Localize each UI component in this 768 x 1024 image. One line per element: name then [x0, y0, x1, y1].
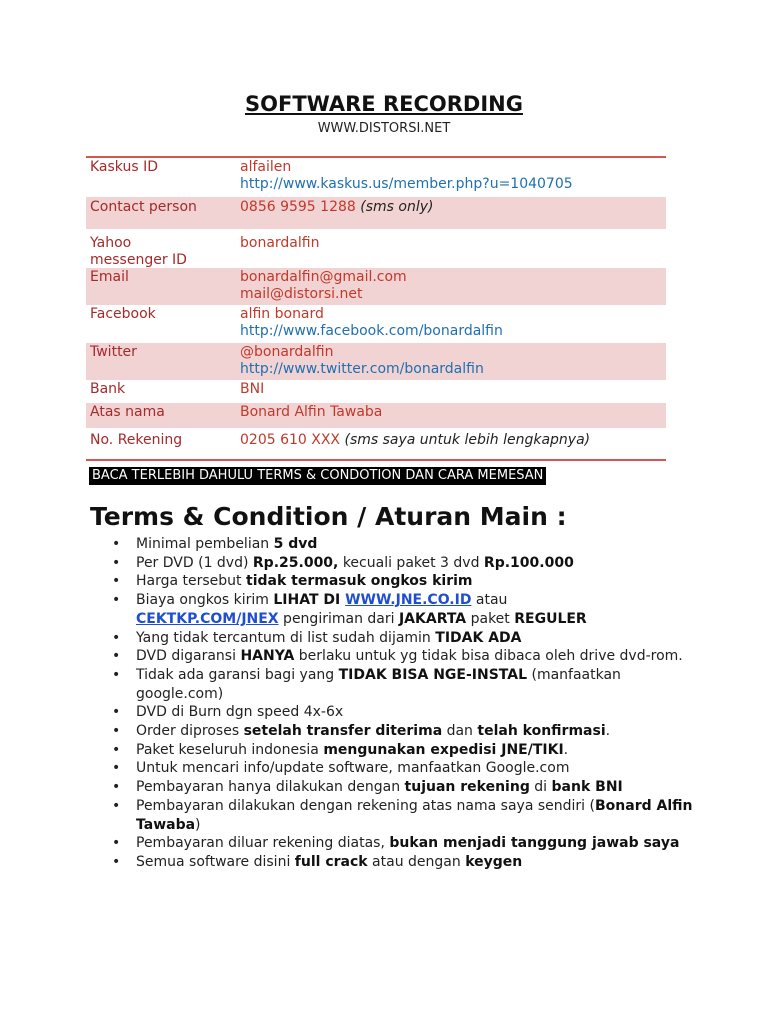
rekening-note: (sms saya untuk lebih lengkapnya) — [344, 432, 591, 448]
list-item: • Pembayaran dilakukan dengan rekening atas nama saya sendiri (Bonard Alfin Tawaba) — [100, 797, 700, 834]
bank-value: BNI — [240, 381, 265, 397]
facebook-label: Facebook — [90, 306, 156, 322]
contact-table — [86, 156, 666, 461]
row-atas-nama — [86, 403, 666, 428]
row-twitter — [86, 343, 666, 380]
twitter-handle: @bonardalfin — [240, 344, 334, 360]
kaskus-label: Kaskus ID — [90, 159, 159, 175]
list-item: • Semua software disini full crack atau dengan keygen — [100, 853, 700, 872]
kaskus-link[interactable]: http://www.kaskus.us/member.php?u=1040705 — [240, 176, 573, 192]
contact-person-value — [240, 199, 666, 229]
atas-nama-label: Atas nama — [90, 404, 165, 420]
row-email — [86, 268, 666, 305]
list-item: • DVD digaransi HANYA berlaku untuk yg tidak bisa dibaca oleh drive dvd-rom. — [100, 647, 700, 666]
contact-person-label: Contact person — [90, 199, 197, 215]
list-item: • Yang tidak tercantum di list sudah dijamin TIDAK ADA — [100, 629, 700, 648]
rekening-number: 0205 610 XXX — [240, 432, 341, 448]
email-label: Email — [90, 269, 129, 285]
yahoo-label — [86, 235, 240, 268]
list-item: • Order diproses setelah transfer diterima dan telah konfirmasi. — [100, 722, 700, 741]
cektkp-link[interactable]: CEKTKP.COM/JNEX — [136, 610, 279, 627]
list-item: • Pembayaran hanya dilakukan dengan tujuan rekening di bank BNI — [100, 778, 700, 797]
facebook-link[interactable]: http://www.facebook.com/bonardalfin — [240, 323, 503, 339]
kaskus-value — [240, 159, 666, 197]
twitter-link[interactable]: http://www.twitter.com/bonardalfin — [240, 361, 484, 377]
list-item: • Tidak ada garansi bagi yang TIDAK BISA NGE-INSTAL (manfaatkan google.com) — [100, 666, 700, 703]
list-item: • Minimal pembelian 5 dvd — [100, 535, 700, 554]
facebook-name: alfin bonard — [240, 306, 324, 322]
phone-number: 0856 9595 1288 — [240, 199, 356, 215]
email-secondary: mail@distorsi.net — [240, 286, 363, 302]
list-item: • Paket keseluruh indonesia mengunakan expedisi JNE/TIKI. — [100, 741, 700, 760]
list-item: • DVD di Burn dgn speed 4x-6x — [100, 703, 700, 722]
row-kaskus — [86, 158, 666, 197]
list-item: • Per DVD (1 dvd) Rp.25.000, kecuali paket 3 dvd Rp.100.000 — [100, 554, 700, 573]
email-value — [240, 269, 666, 305]
order-notice-banner: BACA TERLEBIH DAHULU TERMS & CONDOTION DAN CARA MEMESAN — [89, 467, 546, 485]
list-item: • Untuk mencari info/update software, manfaatkan Google.com — [100, 759, 700, 778]
list-item: • Biaya ongkos kirim LIHAT DI WWW.JNE.CO.ID atau CEKTKP.COM/JNEX pengiriman dari JAKARTA paket REGULER — [100, 591, 700, 628]
terms-list — [100, 535, 700, 872]
yahoo-label-line-1: Yahoo — [90, 235, 132, 251]
terms-heading: Terms & Condition / Aturan Main : — [90, 502, 567, 531]
email-primary: bonardalfin@gmail.com — [240, 269, 407, 285]
twitter-value — [240, 344, 666, 380]
twitter-label: Twitter — [90, 344, 137, 360]
list-item: • Harga tersebut tidak termasuk ongkos kirim — [100, 572, 700, 591]
list-item: • Pembayaran diluar rekening diatas, bukan menjadi tanggung jawab saya — [100, 834, 700, 853]
row-rekening — [86, 428, 666, 459]
rekening-value — [240, 432, 666, 459]
yahoo-label-line-2: messenger ID — [90, 252, 187, 268]
row-contact-person — [86, 197, 666, 229]
kaskus-id: alfailen — [240, 159, 292, 175]
facebook-value — [240, 306, 666, 343]
jne-link[interactable]: WWW.JNE.CO.ID — [345, 592, 472, 609]
phone-note: (sms only) — [360, 199, 434, 215]
rekening-label: No. Rekening — [90, 432, 183, 448]
website-subtitle: WWW.DISTORSI.NET — [317, 121, 451, 136]
document-title: SOFTWARE RECORDING — [245, 92, 523, 116]
row-yahoo — [86, 229, 666, 268]
atas-nama-value: Bonard Alfin Tawaba — [240, 404, 383, 420]
row-bank — [86, 380, 666, 403]
bank-label: Bank — [90, 381, 126, 397]
row-facebook — [86, 305, 666, 343]
yahoo-value: bonardalfin — [240, 235, 320, 251]
